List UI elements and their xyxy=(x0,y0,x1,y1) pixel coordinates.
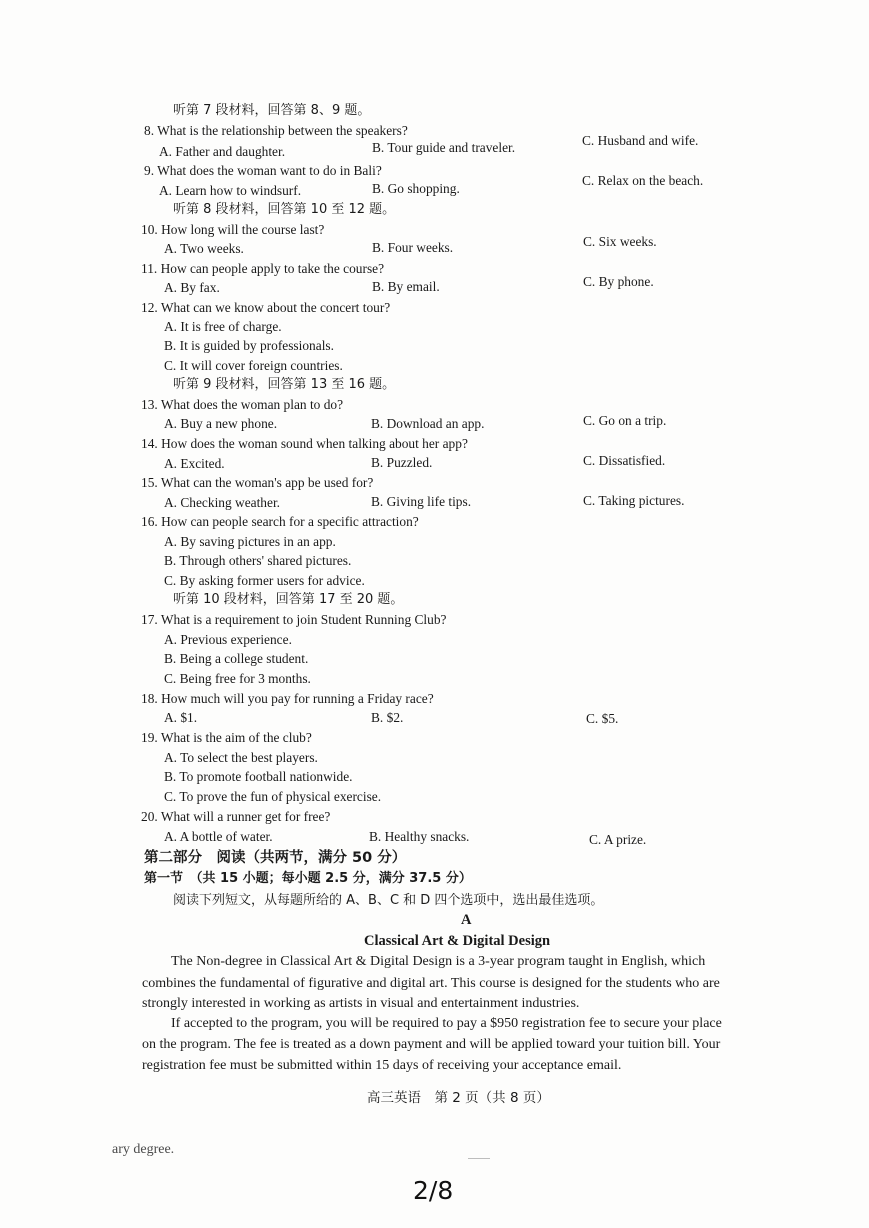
part-two-title: 第二部分 阅读（共两节，满分 50 分） xyxy=(144,850,407,866)
question-14-option-a: A. Excited. xyxy=(164,456,225,471)
bottom-scrap-text: ary degree. xyxy=(112,1142,175,1157)
question-12-stem: 12. What can we know about the concert tour? xyxy=(141,300,391,315)
question-18-option-b: B. $2. xyxy=(371,710,404,725)
passage-title: Classical Art & Digital Design xyxy=(364,933,551,949)
question-18-stem: 18. How much will you pay for running a Friday race? xyxy=(141,691,434,706)
paragraph-1-line-1: The Non-degree in Classical Art & Digital Design is a 3-year program taught in English, which xyxy=(171,954,706,969)
question-11-stem: 11. How can people apply to take the course? xyxy=(141,261,385,276)
question-8-option-a: A. Father and daughter. xyxy=(159,144,286,159)
question-19-option-a: A. To select the best players. xyxy=(164,750,318,765)
question-13-option-c: C. Go on a trip. xyxy=(583,413,667,428)
question-20-option-c: C. A prize. xyxy=(589,832,647,847)
question-13-option-b: B. Download an app. xyxy=(371,416,485,431)
question-17-option-b: B. Being a college student. xyxy=(164,651,309,666)
question-17-stem: 17. What is a requirement to join Student Running Club? xyxy=(141,612,447,627)
question-14-option-b: B. Puzzled. xyxy=(371,455,433,470)
question-17-option-c: C. Being free for 3 months. xyxy=(164,671,311,686)
reading-instruction: 阅读下列短文，从每题所给的 A、B、C 和 D 四个选项中，选出最佳选项。 xyxy=(173,893,604,908)
question-19-stem: 19. What is the aim of the club? xyxy=(141,730,312,745)
question-10-option-c: C. Six weeks. xyxy=(583,234,657,249)
question-15-option-b: B. Giving life tips. xyxy=(371,494,472,509)
scan-mark xyxy=(468,1158,490,1159)
question-15-option-a: A. Checking weather. xyxy=(164,495,281,510)
question-16-stem: 16. How can people search for a specific attraction? xyxy=(141,514,419,529)
question-8-option-b: B. Tour guide and traveler. xyxy=(372,140,516,155)
question-10-option-b: B. Four weeks. xyxy=(372,240,454,255)
question-10-stem: 10. How long will the course last? xyxy=(141,222,325,237)
question-15-option-c: C. Taking pictures. xyxy=(583,493,685,508)
question-14-option-c: C. Dissatisfied. xyxy=(583,453,666,468)
material-10-instruction: 听第 10 段材料，回答第 17 至 20 题。 xyxy=(173,592,404,607)
question-9-option-c: C. Relax on the beach. xyxy=(582,173,704,188)
question-11-option-a: A. By fax. xyxy=(164,280,220,295)
question-20-stem: 20. What will a runner get for free? xyxy=(141,809,331,824)
question-15-stem: 15. What can the woman's app be used for? xyxy=(141,475,374,490)
question-8-option-c: C. Husband and wife. xyxy=(582,133,699,148)
material-8-instruction: 听第 8 段材料，回答第 10 至 12 题。 xyxy=(173,202,396,217)
question-16-option-a: A. By saving pictures in an app. xyxy=(164,534,336,549)
question-18-option-a: A. $1. xyxy=(164,710,198,725)
paragraph-2-line-1: If accepted to the program, you will be required to pay a $950 registration fee to secure your place xyxy=(171,1016,722,1031)
page-footer: 高三英语 第 2 页（共 8 页） xyxy=(367,1090,550,1106)
paragraph-1-line-2: combines the fundamental of figurative and digital art. This course is designed for the students who are xyxy=(142,976,720,991)
question-18-option-c: C. $5. xyxy=(586,711,619,726)
question-13-option-a: A. Buy a new phone. xyxy=(164,416,278,431)
question-20-option-b: B. Healthy snacks. xyxy=(369,829,470,844)
paragraph-2-line-2: on the program. The fee is treated as a down payment and will be applied toward your tuition bill. Your xyxy=(142,1037,721,1052)
question-9-option-a: A. Learn how to windsurf. xyxy=(159,183,302,198)
question-9-option-b: B. Go shopping. xyxy=(372,181,460,196)
question-20-option-a: A. A bottle of water. xyxy=(164,829,273,844)
paragraph-2-line-3: registration fee must be submitted within 15 days of receiving your acceptance email. xyxy=(142,1058,622,1073)
question-10-option-a: A. Two weeks. xyxy=(164,241,244,256)
question-8-stem: 8. What is the relationship between the speakers? xyxy=(144,123,408,138)
material-7-instruction: 听第 7 段材料，回答第 8、9 题。 xyxy=(173,103,371,118)
question-16-option-c: C. By asking former users for advice. xyxy=(164,573,365,588)
question-17-option-a: A. Previous experience. xyxy=(164,632,292,647)
question-12-option-b: B. It is guided by professionals. xyxy=(164,338,334,353)
paragraph-1-line-3: strongly interested in working as artists in visual and entertainment industries. xyxy=(142,996,580,1011)
question-14-stem: 14. How does the woman sound when talking about her app? xyxy=(141,436,468,451)
question-16-option-b: B. Through others' shared pictures. xyxy=(164,553,352,568)
question-19-option-c: C. To prove the fun of physical exercise. xyxy=(164,789,382,804)
question-11-option-c: C. By phone. xyxy=(583,274,654,289)
page-indicator: 2/8 xyxy=(413,1176,454,1205)
section-one-title: 第一节 （共 15 小题；每小题 2.5 分，满分 37.5 分） xyxy=(144,871,472,886)
question-13-stem: 13. What does the woman plan to do? xyxy=(141,397,344,412)
passage-letter: A xyxy=(461,912,472,928)
question-12-option-c: C. It will cover foreign countries. xyxy=(164,358,343,373)
question-11-option-b: B. By email. xyxy=(372,279,440,294)
question-12-option-a: A. It is free of charge. xyxy=(164,319,282,334)
question-9-stem: 9. What does the woman want to do in Bali? xyxy=(144,163,382,178)
question-19-option-b: B. To promote football nationwide. xyxy=(164,769,353,784)
material-9-instruction: 听第 9 段材料，回答第 13 至 16 题。 xyxy=(173,377,396,392)
